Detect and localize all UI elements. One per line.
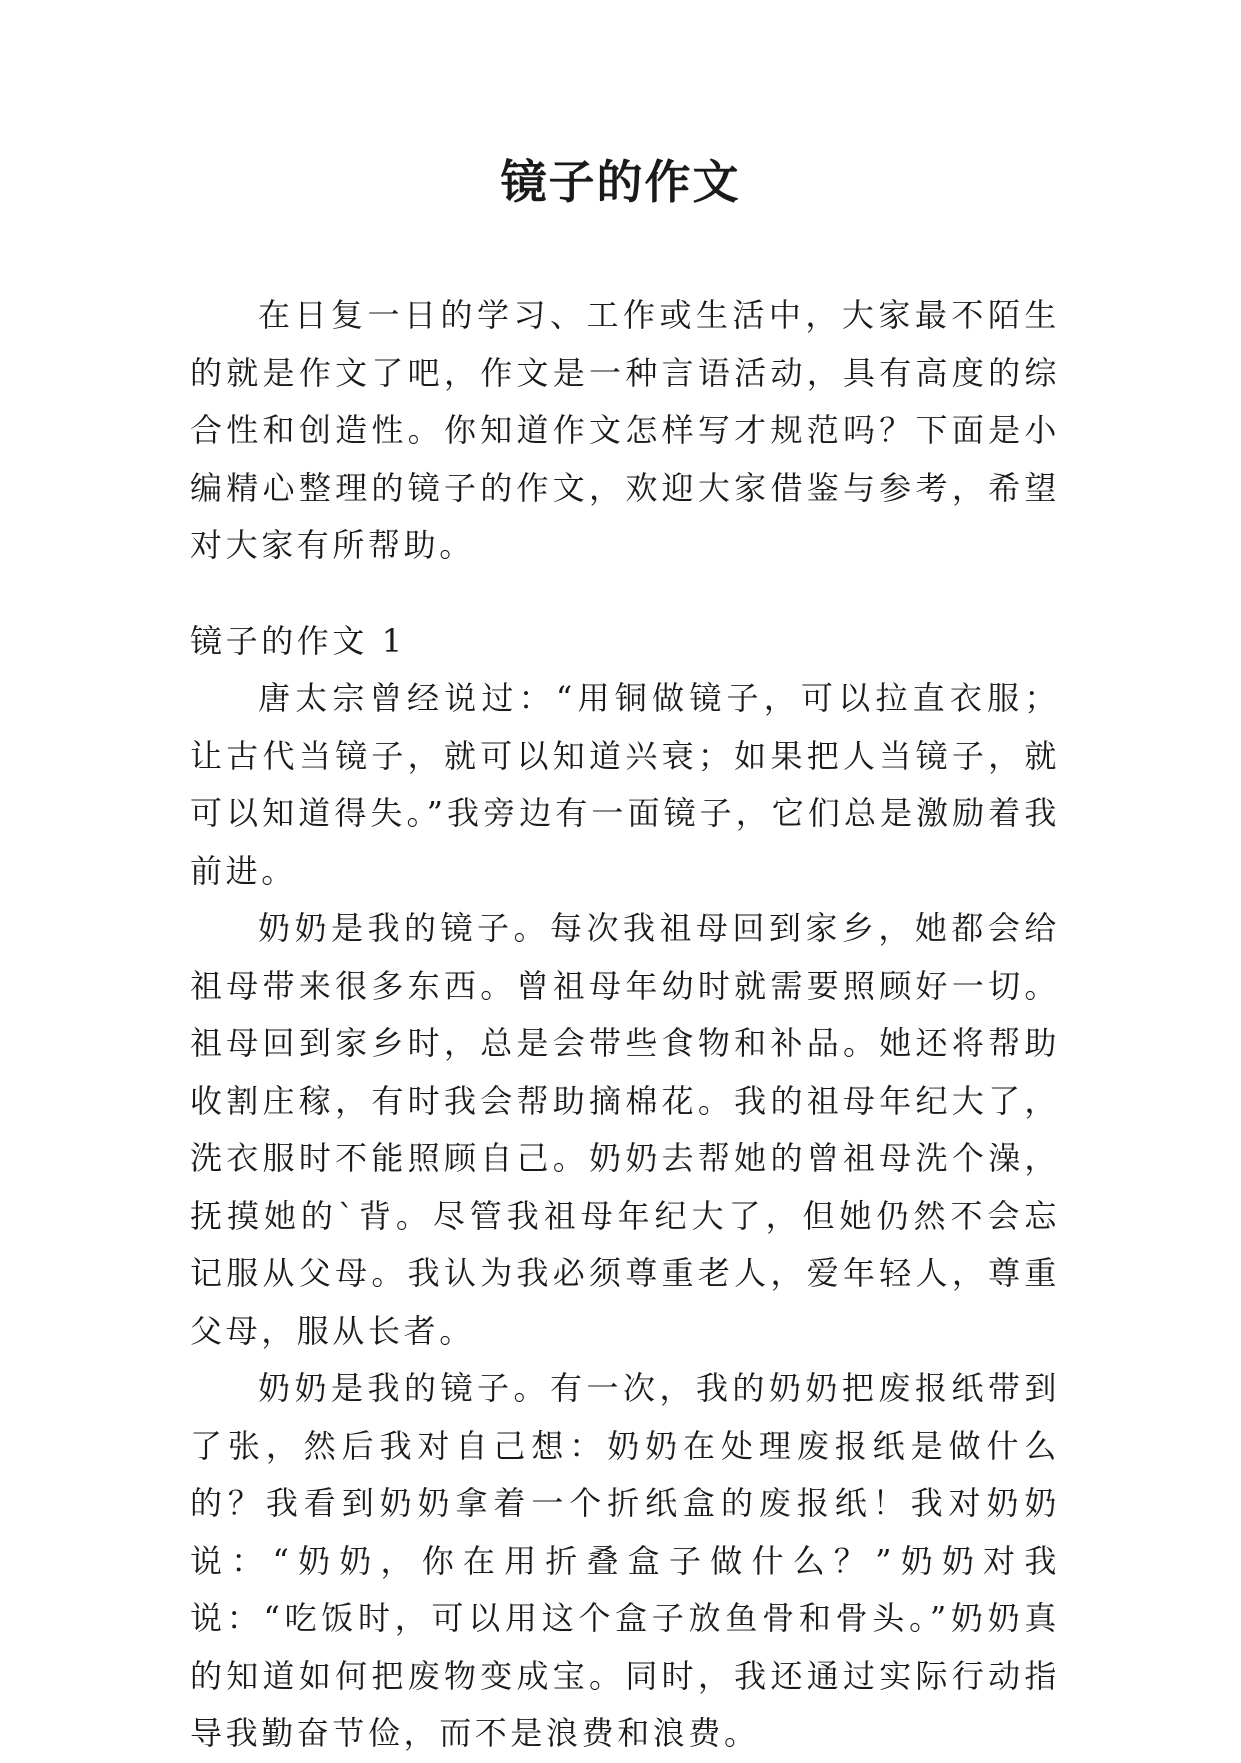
- body-paragraph-3: 奶奶是我的镜子。有一次，我的奶奶把废报纸带到了张，然后我对自己想：奶奶在处理废报纸是做什么的？我看到奶奶拿着一个折纸盒的废报纸！我对奶奶说：“奶奶，你在用折叠盒子做什么？”奶奶对我说：“吃饭时，可以用这个盒子放鱼骨和骨头。”奶奶真的知道如何把废物变成宝。同时，我还通过实际行动指导我勤奋节俭，而不是浪费和浪费。: [190, 1369, 1060, 1752]
- document-title: 镜子的作文: [500, 155, 741, 209]
- section-title: 镜子的作文 1: [190, 621, 406, 660]
- intro-paragraph: 在日复一日的学习、工作或生活中，大家最不陌生的就是作文了吧，作文是一种言语活动，具有高度的综合性和创造性。你知道作文怎样写才规范吗？下面是小编精心整理的镜子的作文，欢迎大家借鉴与参考，希望对大家有所帮助。: [190, 296, 1060, 564]
- document-body: [190, 287, 1060, 1763]
- body-paragraph-1: 唐太宗曾经说过：“用铜做镜子，可以拉直衣服；让古代当镜子，就可以知道兴衰；如果把人当镜子，就可以知道得失。”我旁边有一面镜子，它们总是激励着我前进。: [190, 679, 1060, 890]
- body-paragraph-2: 奶奶是我的镜子。每次我祖母回到家乡，她都会给祖母带来很多东西。曾祖母年幼时就需要照顾好一切。祖母回到家乡时，总是会带些食物和补品。她还将帮助收割庄稼，有时我会帮助摘棉花。我的祖母年纪大了，洗衣服时不能照顾自己。奶奶去帮她的曾祖母洗个澡，抚摸她的`背。尽管我祖母年纪大了，但她仍然不会忘记服从父母。我认为我必须尊重老人，爱年轻人，尊重父母，服从长者。: [190, 909, 1060, 1350]
